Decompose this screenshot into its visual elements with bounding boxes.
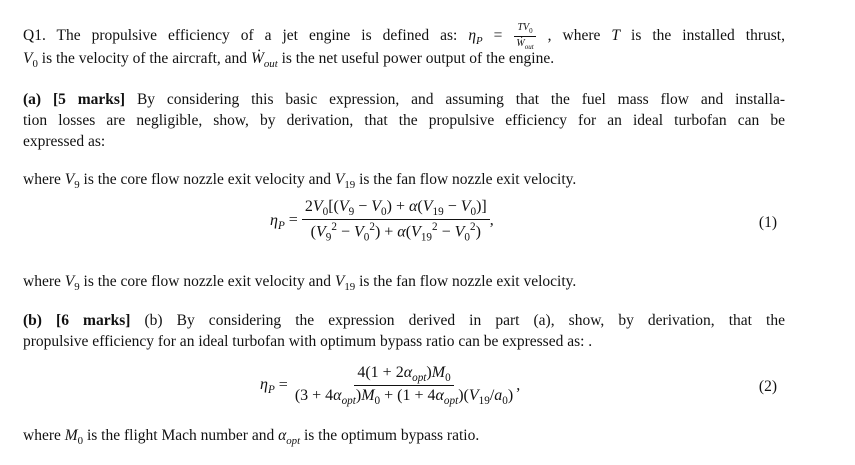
equation-fraction bbox=[292, 364, 516, 407]
q1-text: Q1. The propulsive efficiency of a jet engine is defined as: $\eta_P$ = bbox=[23, 27, 514, 48]
part-b-line-2: propulsive efficiency for an ideal turbofan with optimum bypass ratio can be expressed as: . bbox=[23, 333, 593, 350]
fraction-denominator: Ẇ$_{out}$ bbox=[516, 38, 534, 51]
fraction-numerator: $4(1 + 2\alpha_{opt})M_0$ bbox=[354, 364, 453, 386]
equation-fraction bbox=[302, 198, 490, 244]
fraction-numerator: $2V_0[(V_9 - V_0) + \alpha(V_{19} - V_0)]$ bbox=[302, 198, 490, 220]
q1-line-2: $V_0$ is the velocity of the aircraft, and Ẇ$_{out}$ is the net useful power output of the engine. bbox=[23, 50, 555, 71]
equation-lhs: $\eta_P$ = bbox=[260, 376, 288, 397]
part-a-line-1: (a) [5 marks] By considering this basic expression, and assuming that the fuel mass flow and installa- bbox=[23, 91, 786, 108]
part-b-line-1: (b) [6 marks] (b) By considering the expression derived in part (a), show, by derivation, that the bbox=[23, 312, 785, 329]
q1-line-1 bbox=[23, 22, 785, 51]
part-a-where-1: where $V_9$ is the core flow nozzle exit velocity and $V_{19}$ is the fan flow nozzle exit velocity. bbox=[23, 171, 577, 192]
equation-number-2: (2) bbox=[758, 378, 777, 395]
equation-2 bbox=[260, 364, 520, 407]
part-b-where: where $M_0$ is the flight Mach number and $\alpha_{opt}$ is the optimum bypass ratio. bbox=[23, 427, 480, 448]
fraction-denominator: $(V_9^2 - V_0^2) + \alpha(V_{19}^2 - V_0^2)$ bbox=[310, 221, 481, 244]
equation-lhs: $\eta_P$ = bbox=[270, 211, 298, 232]
part-a-line-3: expressed as: bbox=[23, 133, 106, 150]
equation-comma: , bbox=[516, 376, 521, 394]
equation-1 bbox=[270, 198, 494, 244]
part-a-where-2: where $V_9$ is the core flow nozzle exit velocity and $V_{19}$ is the fan flow nozzle exit velocity. bbox=[23, 273, 577, 294]
part-a-line-2: tion losses are negligible, show, by derivation, that the propulsive efficiency for an ideal turbofan can be bbox=[23, 112, 785, 129]
q1-text: , where T is the installed thrust, bbox=[536, 27, 785, 45]
equation-comma: , bbox=[489, 211, 494, 229]
efficiency-definition-fraction bbox=[513, 22, 536, 51]
equation-number-1: (1) bbox=[758, 214, 777, 231]
fraction-numerator: $TV_0$ bbox=[514, 22, 535, 37]
fraction-denominator: $(3 + 4\alpha_{opt})M_0 + (1 + 4\alpha_{opt})(V_{19}/a_0)$ bbox=[294, 387, 514, 408]
